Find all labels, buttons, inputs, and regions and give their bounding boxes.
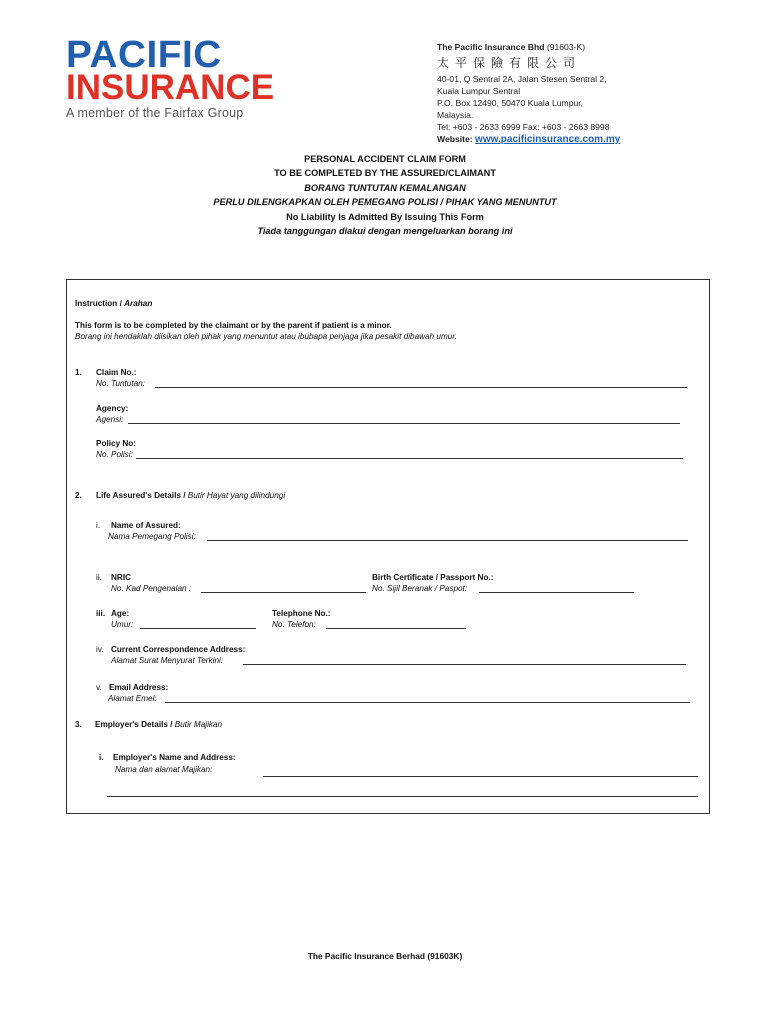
section-1-number: 1. [75, 368, 82, 377]
age-field[interactable] [140, 628, 256, 629]
agency-label-my: Agensi: [96, 415, 124, 424]
email-field[interactable] [165, 702, 690, 703]
employer-label: Employer's Name and Address: [113, 753, 236, 762]
email-label-my: Alamat Emel: [108, 694, 157, 703]
item-i-number: i. [96, 521, 101, 530]
telephone-label-my: No. Telefon: [272, 620, 316, 629]
item-3i-number: i. [99, 753, 104, 762]
instruction-heading [75, 298, 152, 309]
telephone-label: Telephone No.: [272, 609, 331, 618]
title-line-2: TO BE COMPLETED BY THE ASSURED/CLAIMANT [274, 168, 496, 179]
company-name [437, 41, 737, 53]
name-of-assured-label: Name of Assured: [111, 521, 181, 530]
form-title [0, 152, 770, 238]
claim-form-box [66, 279, 710, 814]
policy-no-field[interactable] [136, 458, 683, 459]
item-iv-number: iv. [96, 645, 104, 654]
section-3-heading-my: Butir Majikan [174, 720, 223, 729]
name-of-assured-label-my: Nama Pemegang Polisi: [108, 532, 196, 541]
nric-label: NRIC [111, 573, 132, 582]
item-ii-number: ii. [96, 573, 102, 582]
company-name-text: The Pacific Insurance Bhd [437, 42, 545, 52]
birth-cert-field[interactable] [479, 592, 634, 593]
page-footer: The Pacific Insurance Berhad (91603K) [307, 951, 463, 961]
telephone-field[interactable] [326, 628, 466, 629]
company-chinese-name: 太平保險有限公司 [437, 56, 582, 70]
section-3-number: 3. [75, 720, 82, 729]
claim-no-label: Claim No.: [96, 368, 137, 377]
policy-no-label-my: No. Polisi: [96, 450, 133, 459]
nric-field[interactable] [201, 592, 366, 593]
logo-word-pacific: PACIFIC [66, 34, 222, 76]
website-link[interactable]: www.pacificinsurance.com.my [475, 134, 621, 145]
company-info [437, 41, 737, 146]
logo-word-insurance: INSURANCE [66, 68, 275, 107]
address-line-4: Malaysia. [437, 110, 474, 120]
item-v-number: v. [96, 683, 102, 692]
company-reg: (91603-K) [546, 42, 586, 52]
agency-field[interactable] [128, 423, 680, 424]
email-label: Email Address: [109, 683, 169, 692]
birth-cert-label: Birth Certificate / Passport No.: [372, 573, 494, 582]
section-2-heading-my: Butir Hayat yang dilindungi [187, 491, 286, 500]
address-line-3: P.O. Box 12490, 50470 Kuala Lumpur, [437, 98, 584, 108]
website-line [437, 133, 737, 146]
title-line-1: PERSONAL ACCIDENT CLAIM FORM [304, 154, 466, 164]
instruction-heading-my: Arahan [124, 299, 153, 308]
title-line-6: Tiada tanggungan diakui dengan mengeluarkan borang ini [257, 226, 513, 237]
instruction-heading-en: Instruction / [75, 299, 122, 308]
company-logo [66, 34, 275, 120]
section-2-heading-en: Life Assured's Details / [96, 491, 186, 500]
employer-field-line-1[interactable] [263, 776, 698, 777]
claim-no-label-my: No. Tuntutan: [96, 379, 146, 388]
title-line-4: PERLU DILENGKAPKAN OLEH PEMEGANG POLISI / PIHAK YANG MENUNTUT [213, 197, 557, 208]
employer-label-my: Nama dan alamat Majikan: [115, 765, 213, 774]
website-label: Website: [437, 134, 473, 144]
logo-tagline: A member of the Fairfax Group [66, 106, 244, 120]
title-line-5: No Liability Is Admitted By Issuing This Form [286, 211, 484, 222]
section-3-heading [95, 719, 222, 730]
address-field[interactable] [243, 664, 686, 665]
section-2-number: 2. [75, 491, 82, 500]
birth-cert-label-my: No. Sijil Beranak / Paspot: [372, 584, 468, 593]
instruction-text-en: This form is to be completed by the claimant or by the parent if patient is a minor. [75, 321, 392, 330]
claim-no-field[interactable] [155, 387, 687, 388]
agency-label: Agency: [96, 404, 129, 413]
instruction-text-my: Borang ini hendaklah diisikan oleh pihak yang menuntut atau ibubapa penjaga jika pesakit dibawah umur. [75, 332, 458, 341]
policy-no-label: Policy No: [96, 439, 137, 448]
address-label: Current Correspondence Address: [111, 645, 246, 654]
address-label-my: Alamat Surat Menyurat Terkini: [111, 656, 224, 665]
age-label: Age: [111, 609, 130, 618]
section-3-heading-en: Employer's Details / [95, 720, 173, 729]
age-label-my: Umur: [111, 620, 134, 629]
section-2-heading [96, 490, 285, 501]
address-line-2: Kuala Lumpur Sentral [437, 86, 521, 96]
nric-label-my: No. Kad Pengenalan : [111, 584, 192, 593]
address-line-1: 40-01, Q Sentral 2A, Jalan Stesen Sentral 2, [437, 74, 607, 84]
item-iii-number: iii. [96, 609, 106, 618]
contact-line: Tel: +603 - 2633 6999 Fax: +603 - 2663 8998 [437, 122, 610, 132]
title-line-3: BORANG TUNTUTAN KEMALANGAN [304, 182, 466, 193]
name-of-assured-field[interactable] [207, 540, 688, 541]
employer-field-line-2[interactable] [107, 796, 698, 797]
